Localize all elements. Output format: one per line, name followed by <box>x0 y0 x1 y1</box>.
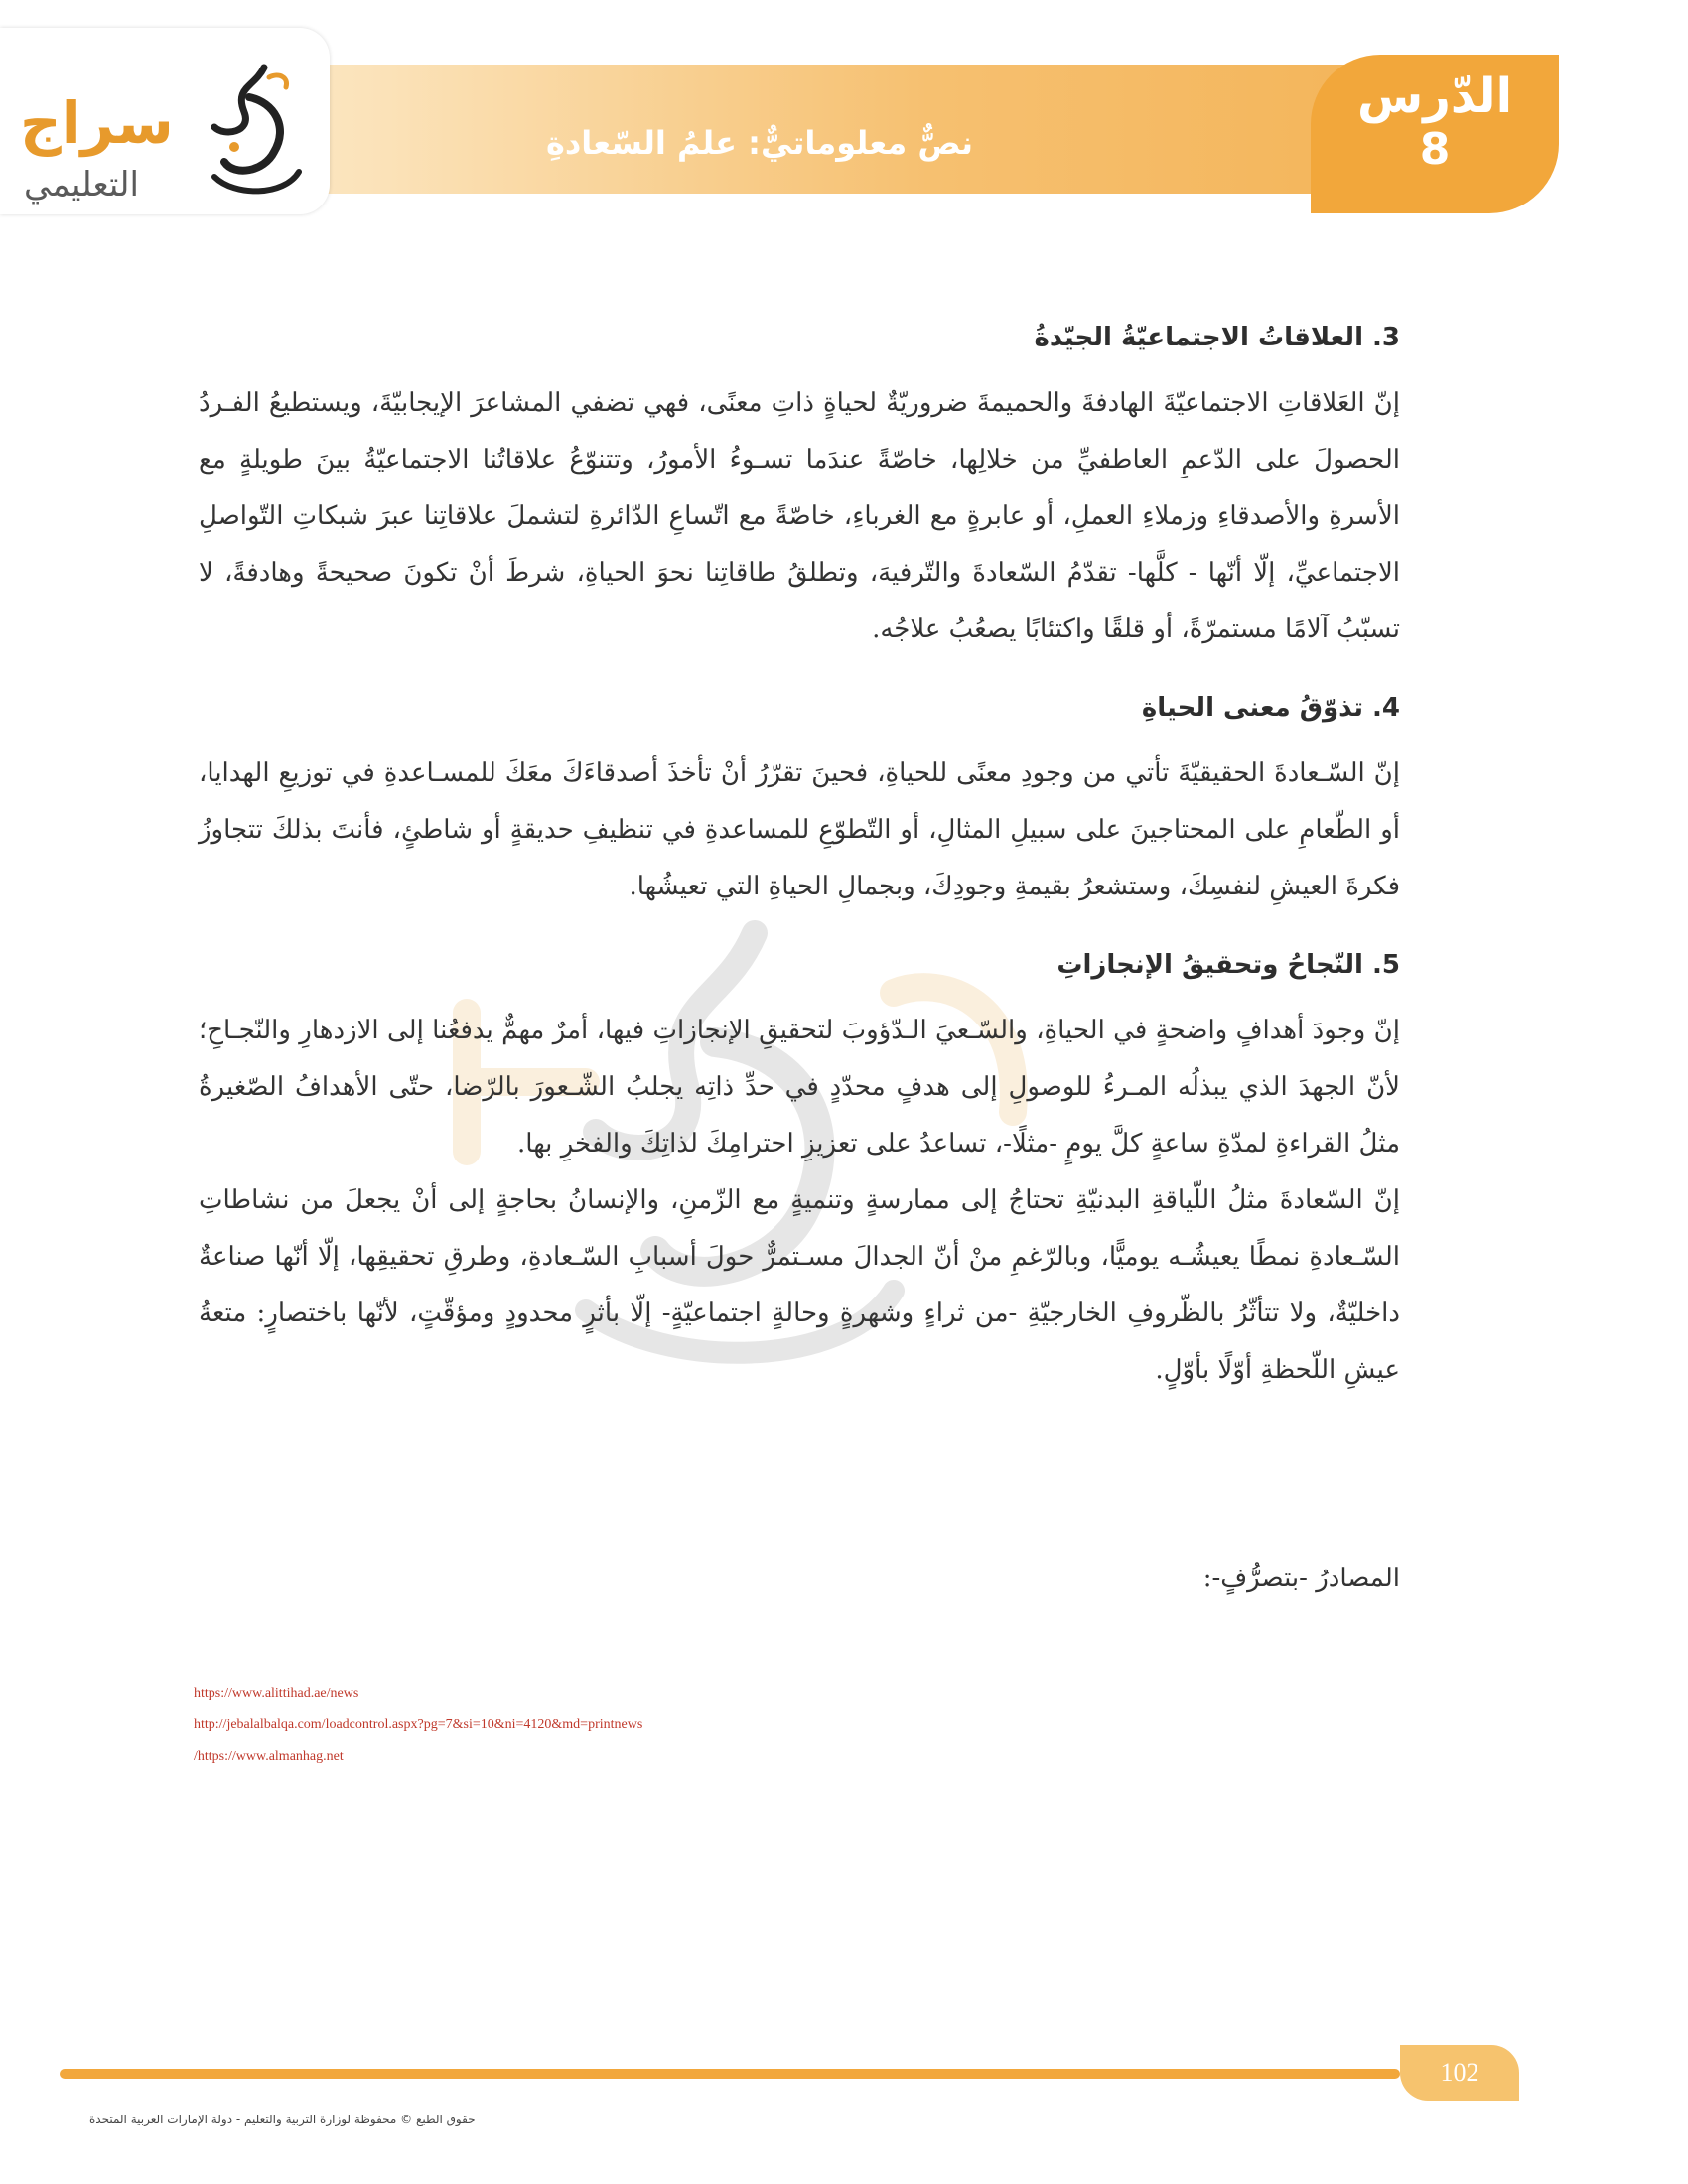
lesson-label: الدّرس <box>1356 68 1513 124</box>
logo <box>0 28 330 214</box>
source-link[interactable]: https://www.alittihad.ae/news <box>194 1686 359 1701</box>
logo-subtitle: التعليمي <box>24 165 139 205</box>
copyright-text: حقوق الطبع © محفوظة لوزارة التربية والتعليم - دولة الإمارات العربية المتحدة <box>89 2113 476 2126</box>
lesson-content <box>199 318 1400 1429</box>
source-links <box>194 1678 642 1773</box>
paragraph: إنّ العَلاقاتِ الاجتماعيّةَ الهادفةَ والحميمةَ ضروريّةٌ لحياةٍ ذاتِ معنًى، فهي تضفي المشاعرَ الإيجابيّةَ، ويستطيعُ الفـردُ الحصولَ على الدّعمِ العاطفيِّ من خلالِها، خاصّةً عندَما تسـوءُ الأمورُ، وتتنوّعُ علاقاتُنا الاجتماعيّةُ بينَ طويلةٍ مع الأسرةِ والأصدقاءِ وزملاءِ العملِ، أو عابرةٍ مع الغرباءِ، خاصّةً مع اتّساعِ الدّائرةِ لتشملَ علاقاتِنا عبرَ شبكاتِ التّواصلِ الاجتماعيِّ، إلّا أنّها - كلَّها- تقدّمُ السّعادةَ والتّرفيهَ، وتطلقُ طاقاتِنا نحوَ الحياةِ، شرطَ أنْ تكونَ صحيحةً وهادفةً، لا تسبّبُ آلامًا مستمرّةً، أو قلقًا واكتئابًا يصعُبُ علاجُه. <box>199 388 1401 644</box>
section-success <box>199 945 1400 1399</box>
sources-label: المصادرُ -بتصرُّفٍ-: <box>1202 1564 1400 1593</box>
section-title: 5. النّجاحُ وتحقيقُ الإنجازاتِ <box>1056 950 1400 980</box>
paragraph: إنّ السّعادةَ مثلُ اللّياقةِ البدنيّةِ تحتاجُ إلى ممارسةٍ وتنميةٍ مع الزّمنِ، والإنسانُ بحاجةٍ إلى أنْ يجعلَ من نشاطاتِ السّـعادةِ نمطًا يعيشُـه يوميًّا، وبالرّغمِ منْ أنّ الجدالَ مسـتمرٌّ حولَ أسبابِ السّـعادةِ، وطرقِ تحقيقِها، إلّا أنّها صناعةٌ داخليّةٌ، ولا تتأثّرُ بالظّروفِ الخارجيّةِ -من ثراءٍ وشهرةٍ وحالةٍ اجتماعيّةٍ- إلّا بأثرٍ محدودٍ ومؤقّتٍ، لأنّها باختصارٍ: متعةُ عيشِ اللّحظةِ أوّلًا بأوّلٍ. <box>199 1185 1400 1385</box>
paragraph: إنّ السّـعادةَ الحقيقيّةَ تأتي من وجودِ معنًى للحياةِ، فحينَ تقرّرُ أنْ تأخذَ أصدقاءَكَ معَكَ للمسـاعدةِ في توزيعِ الهدايا، أو الطّعامِ على المحتاجينَ على سبيلِ المثالِ، أو التّطوّعِ للمساعدةِ في تنظيفِ حديقةٍ أو شاطئٍ، فأنتَ بذلكَ تتجاوزُ فكرةَ العيشِ لنفسِكَ، وستشعرُ بقيمةِ وجودِكَ، وبجمالِ الحياةِ التي تعيشُها. <box>199 758 1400 901</box>
lesson-number: 8 <box>1419 124 1451 175</box>
paragraph: إنّ وجودَ أهدافٍ واضحةٍ في الحياةِ، والسّـعيَ الـدّؤوبَ لتحقيقِ الإنجازاتِ فيها، أمرٌ مهمٌّ يدفعُنا إلى الازدهارِ والنّجـاحِ؛ لأنّ الجهدَ الذي يبذلُه المـرءُ للوصولِ إلى هدفٍ محدّدٍ في حدِّ ذاتِه يجلبُ الشّـعورَ بالرّضا، حتّى الأهدافُ الصّغيرةُ مثلُ القراءةِ لمدّةِ ساعةٍ كلَّ يومٍ -مثلًا-، تساعدُ على تعزيزِ احترامِكَ لذاتِكَ والفخرِ بها. <box>199 1016 1400 1159</box>
page-title: نصٌّ معلوماتيٌّ: علمُ السّعادةِ <box>545 124 973 162</box>
section-meaning-of-life <box>199 688 1400 915</box>
section-social-relations <box>199 318 1400 658</box>
logo-name: سراج <box>20 89 174 157</box>
section-title: 4. تذوّقُ معنى الحياةِ <box>1141 693 1400 723</box>
source-link[interactable]: http://jebalalbalqa.com/loadcontrol.aspx?pg=7&si=10&ni=4120&md=printnews <box>194 1717 643 1732</box>
footer-divider <box>60 2069 1400 2079</box>
lesson-badge <box>1311 55 1559 213</box>
page-number: 102 <box>1400 2045 1519 2101</box>
section-title: 3. العلاقاتُ الاجتماعيّةُ الجيّدةُ <box>1034 323 1400 352</box>
calligraphy-logo-icon <box>195 58 314 206</box>
source-link[interactable]: /https://www.almanhag.net <box>194 1749 344 1764</box>
